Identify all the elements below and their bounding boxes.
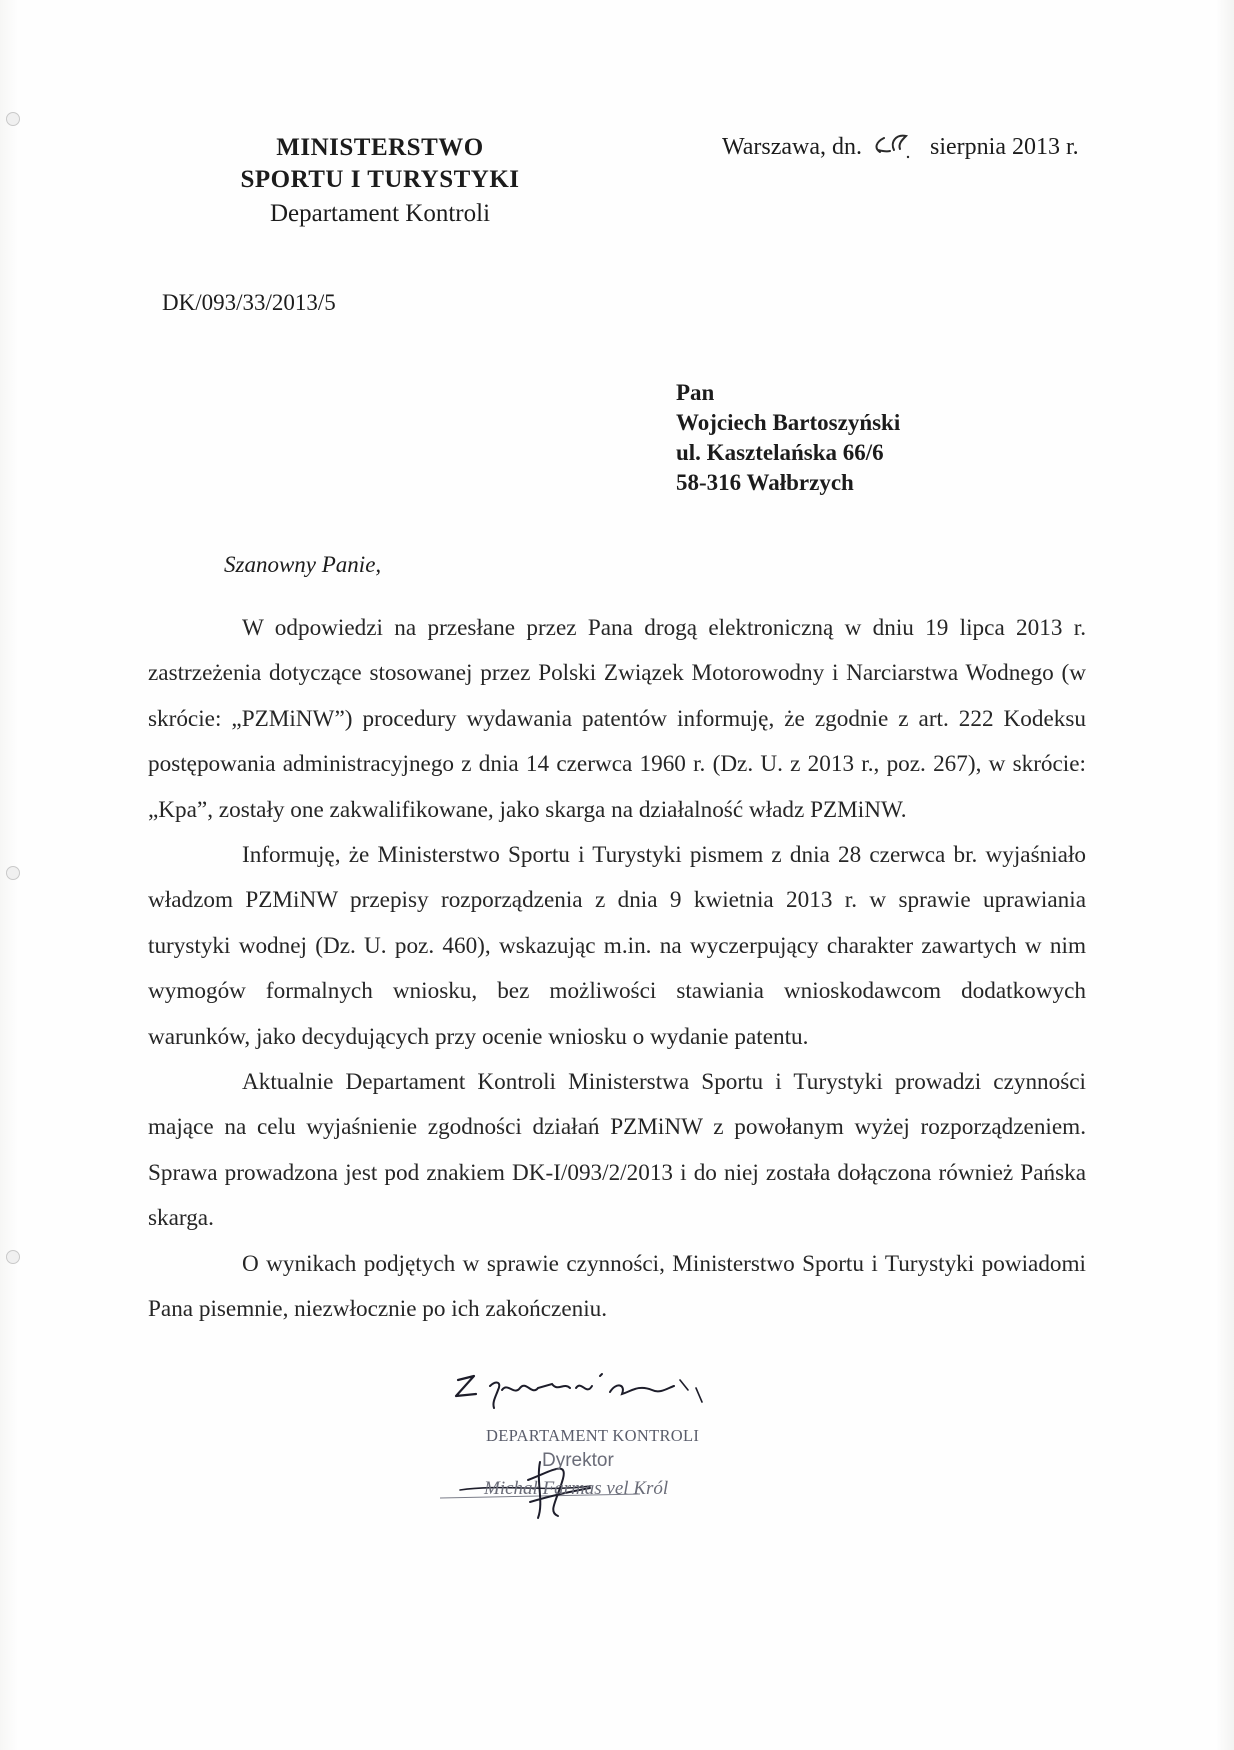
paragraph-4: O wynikach podjętych w sprawie czynności, Ministerstwo Sportu i Turystyki powiadomi Pana pisemnie, niezwłocznie po ich zakończeniu. [148,1250,1086,1323]
reference-number: DK/093/33/2013/5 [162,290,336,315]
paragraph-1: W odpowiedzi na przesłane przez Pana drogą elektroniczną w dniu 19 lipca 2013 r. zastrzeżenia dotyczące stosowanej przez Polski Związek Motorowodny i Narciarstwa Wodnego (w skrócie: „PZMiNW”) procedury wydawania patentów informuję, że zgodnie z art. 222 Kodeksu postępowania administracyjnego z dnia 14 czerwca 1960 r. (Dz. U. z 2013 r., poz. 267), w skrócie: „Kpa”, zostały one zakwalifikowane, jako skarga na działalność władz PZMiNW. [148,615,1086,823]
letter-body [148,606,1086,1333]
recipient-address [676,378,900,498]
department-name: Departament Kontroli [269,200,491,227]
handwritten-day-drawing [868,132,924,160]
stamp-department: DEPARTAMENT KONTROLI [486,1426,700,1445]
salutation: Szanowny Panie, [224,552,382,577]
recipient-city: 58-316 Wałbrzych [676,470,854,495]
ministry-name-line2: SPORTU I TURYSTYKI [240,166,520,193]
signature-block [440,1362,760,1522]
punch-hole-top [6,112,20,126]
stamp-name: Michał Farmas vel Król [484,1478,669,1499]
date-suffix: sierpnia 2013 r. [930,134,1079,160]
paragraph-3: Aktualnie Departament Kontroli Ministerstwa Sportu i Turystyki prowadzi czynności mające na celu wyjaśnienie zgodności działań PZMiNW z powołanym wyżej rozporządzeniem. Sprawa prowadzona jest pod znakiem DK-I/093/2/2013 i do niej została dołączona również Pańska skarga. [148,1069,1086,1232]
letterhead [210,132,550,232]
place-and-date [722,132,1079,161]
place-prefix: Warszawa, dn. [722,134,863,160]
paragraph-2: Informuję, że Ministerstwo Sportu i Turystyki pismem z dnia 28 czerwca br. wyjaśniało władzom PZMiNW przepisy rozporządzenia z dnia 9 kwietnia 2013 r. w sprawie uprawiania turystyki wodnej (Dz. U. poz. 460), wskazując m.in. na wyczerpujący charakter zawartych w nim wymogów formalnych wniosku, bez możliwości stawiania wnioskodawcom dodatkowych warunków, jako decydujących przy ocenie wniosku o wydanie patentu. [148,842,1086,1050]
punch-hole-middle [6,866,20,880]
recipient-street: ul. Kasztelańska 66/6 [676,440,884,465]
stamp-title: Dyrektor [542,1450,614,1471]
handwritten-day [868,132,924,160]
punch-hole-bottom [6,1250,20,1264]
recipient-name: Wojciech Bartoszyński [676,410,901,435]
ministry-name-line1: MINISTERSTWO [276,134,484,161]
recipient-title: Pan [676,380,715,405]
